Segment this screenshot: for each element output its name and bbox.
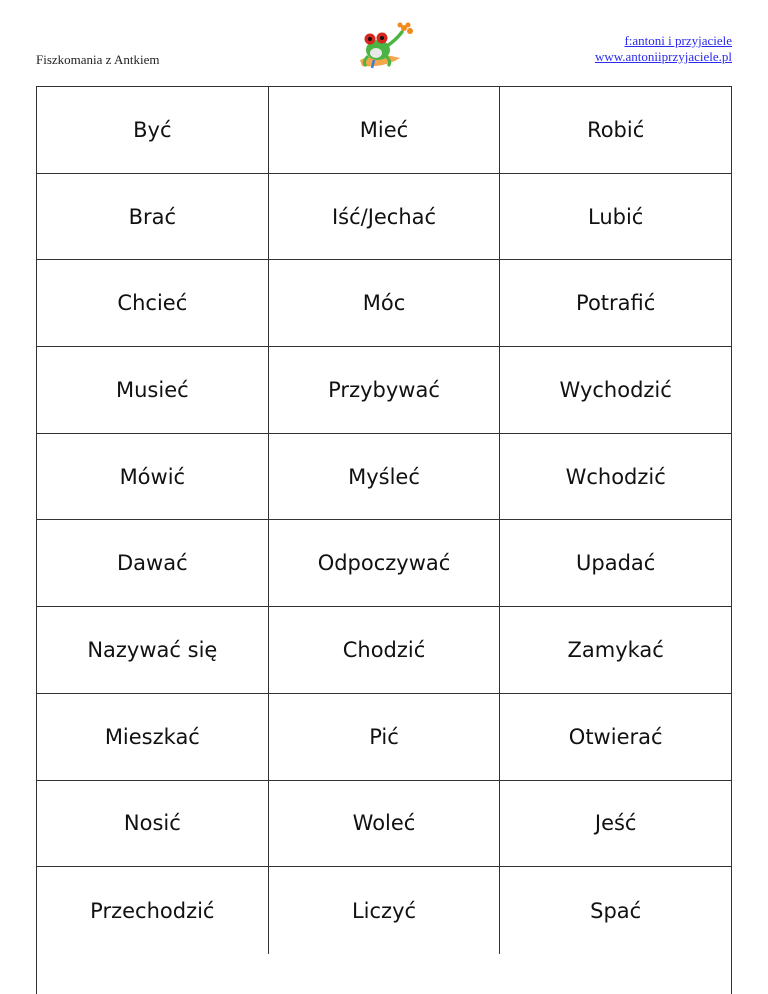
- flashcard: Mieszkać: [37, 694, 269, 780]
- card-row: [37, 694, 731, 781]
- flashcard: Potrafić: [576, 291, 656, 316]
- flashcard: Woleć: [269, 781, 501, 867]
- flashcard: Musieć: [37, 347, 269, 433]
- flashcard: Wychodzić: [559, 377, 672, 402]
- flashcard: Liczyć: [269, 867, 501, 954]
- flashcard: Dawać: [37, 520, 269, 606]
- flashcard: Być: [37, 87, 269, 173]
- flashcard: Spać: [590, 898, 642, 923]
- flashcard: Myśleć: [269, 434, 501, 520]
- flashcard: Wchodzić: [565, 464, 666, 489]
- flashcard: Iść/Jechać: [269, 174, 501, 260]
- flashcard: Chcieć: [37, 260, 269, 346]
- flashcard: Jeść: [594, 811, 637, 836]
- flashcard: Móc: [269, 260, 501, 346]
- flashcard: Pić: [269, 694, 501, 780]
- flashcard: Mieć: [269, 87, 501, 173]
- flashcard: Robić: [587, 117, 645, 142]
- card-row: [37, 867, 731, 954]
- card-row: [37, 174, 731, 261]
- card-row: [37, 607, 731, 694]
- flashcard: Chodzić: [269, 607, 501, 693]
- card-row: [37, 781, 731, 868]
- flashcard: Nazywać się: [37, 607, 269, 693]
- flashcard: Odpoczywać: [269, 520, 501, 606]
- card-row: [37, 260, 731, 347]
- frog-logo-icon: [354, 22, 420, 72]
- header-title: Fiszkomania z Antkiem: [36, 52, 160, 67]
- flashcard: Otwierać: [568, 724, 663, 749]
- flashcard: Przybywać: [269, 347, 501, 433]
- card-row: [37, 520, 731, 607]
- flashcard: Upadać: [576, 551, 656, 576]
- flashcard-grid: [36, 86, 732, 994]
- flashcard: Przechodzić: [37, 867, 269, 954]
- flashcard: Brać: [37, 174, 269, 260]
- card-row: [37, 434, 731, 521]
- website-link[interactable]: www.antoniiprzyjaciele.pl: [594, 49, 732, 64]
- flashcard: Mówić: [37, 434, 269, 520]
- card-row: [37, 87, 731, 174]
- facebook-link[interactable]: f:antoni i przyjaciele: [624, 33, 732, 48]
- card-row: [37, 347, 731, 434]
- flashcard: Nosić: [37, 781, 269, 867]
- flashcard: Lubić: [588, 204, 644, 229]
- flashcard: Zamykać: [567, 637, 664, 662]
